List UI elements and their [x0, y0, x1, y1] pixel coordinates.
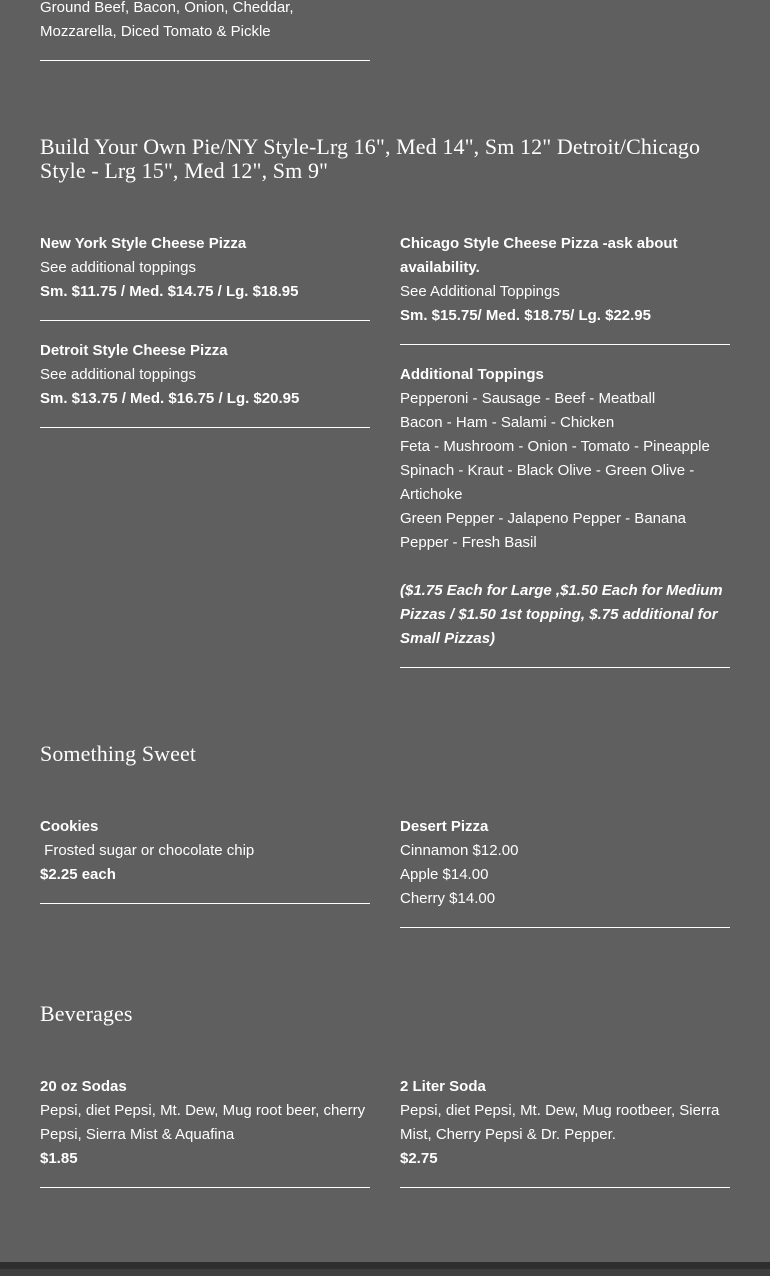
menu-item-additional-toppings [400, 363, 730, 668]
item-price: Sm. $13.75 / Med. $16.75 / Lg. $20.95 [40, 390, 300, 407]
section-title-something-sweet: Something Sweet [40, 741, 197, 766]
spacer [400, 555, 730, 579]
item-price: $2.75 [400, 1150, 438, 1167]
footer-bar [0, 1262, 770, 1276]
topping-line: Pepperoni - Sausage - Beef - Meatball [400, 390, 656, 407]
item-price: Sm. $15.75/ Med. $18.75/ Lg. $22.95 [400, 307, 651, 324]
item-name: Detroit Style Cheese Pizza [40, 342, 228, 359]
item-price-line: Cinnamon $12.00 [400, 842, 519, 859]
item-name: 20 oz Sodas [40, 1078, 127, 1095]
item-name: Desert Pizza [400, 818, 489, 835]
menu-item-2-liter-soda [400, 1075, 730, 1188]
item-price-line: Apple $14.00 [400, 866, 489, 883]
menu-item-chicago-cheese-pizza [400, 232, 730, 345]
item-description: Pepsi, diet Pepsi, Mt. Dew, Mug root beer, cherry Pepsi, Sierra Mist & Aquafina [40, 1102, 366, 1143]
item-description: See Additional Toppings [400, 283, 560, 300]
menu-item-cookies [40, 815, 370, 904]
item-price: Sm. $11.75 / Med. $14.75 / Lg. $18.95 [40, 283, 299, 300]
section-title-beverages: Beverages [40, 1001, 133, 1026]
item-price: $2.25 each [40, 866, 116, 883]
item-description: Frosted sugar or chocolate chip [40, 842, 255, 859]
section-title-build-your-own-pie: Build Your Own Pie/NY Style-Lrg 16", Med 14", Sm 12" Detroit/Chicago Style - Lrg 15", Med 12", Sm 9" [40, 134, 701, 183]
toppings-price-note: ($1.75 Each for Large ,$1.50 Each for Medium Pizzas / $1.50 1st topping, $.75 additional for Small Pizzas) [400, 582, 723, 647]
item-price: $1.85 [40, 1150, 78, 1167]
item-name: 2 Liter Soda [400, 1078, 486, 1095]
item-name: Additional Toppings [400, 366, 544, 383]
menu-item-top [40, 0, 370, 61]
item-description: Pepsi, diet Pepsi, Mt. Dew, Mug rootbeer, Sierra Mist, Cherry Pepsi & Dr. Pepper. [400, 1102, 720, 1143]
topping-line: Green Pepper - Jalapeno Pepper - Banana Pepper - Fresh Basil [400, 510, 687, 551]
item-description-line: Ground Beef, Bacon, Onion, Cheddar, [40, 0, 294, 16]
menu-item-20oz-sodas [40, 1075, 370, 1188]
topping-line: Bacon - Ham - Salami - Chicken [400, 414, 615, 431]
topping-line: Feta - Mushroom - Onion - Tomato - Pineapple [400, 438, 710, 455]
item-description: See additional toppings [40, 366, 196, 383]
topping-line: Spinach - Kraut - Black Olive - Green Olive - Artichoke [400, 462, 695, 503]
menu-item-detroit-cheese-pizza [40, 339, 370, 428]
menu-item-ny-cheese-pizza [40, 232, 370, 321]
item-price-line: Cherry $14.00 [400, 890, 496, 907]
item-description: See additional toppings [40, 259, 196, 276]
item-description-line: Mozzarella, Diced Tomato & Pickle [40, 23, 271, 40]
item-name: New York Style Cheese Pizza [40, 235, 247, 252]
menu-item-desert-pizza [400, 815, 730, 928]
item-name: Chicago Style Cheese Pizza -ask about availability. [400, 235, 678, 276]
item-name: Cookies [40, 818, 99, 835]
